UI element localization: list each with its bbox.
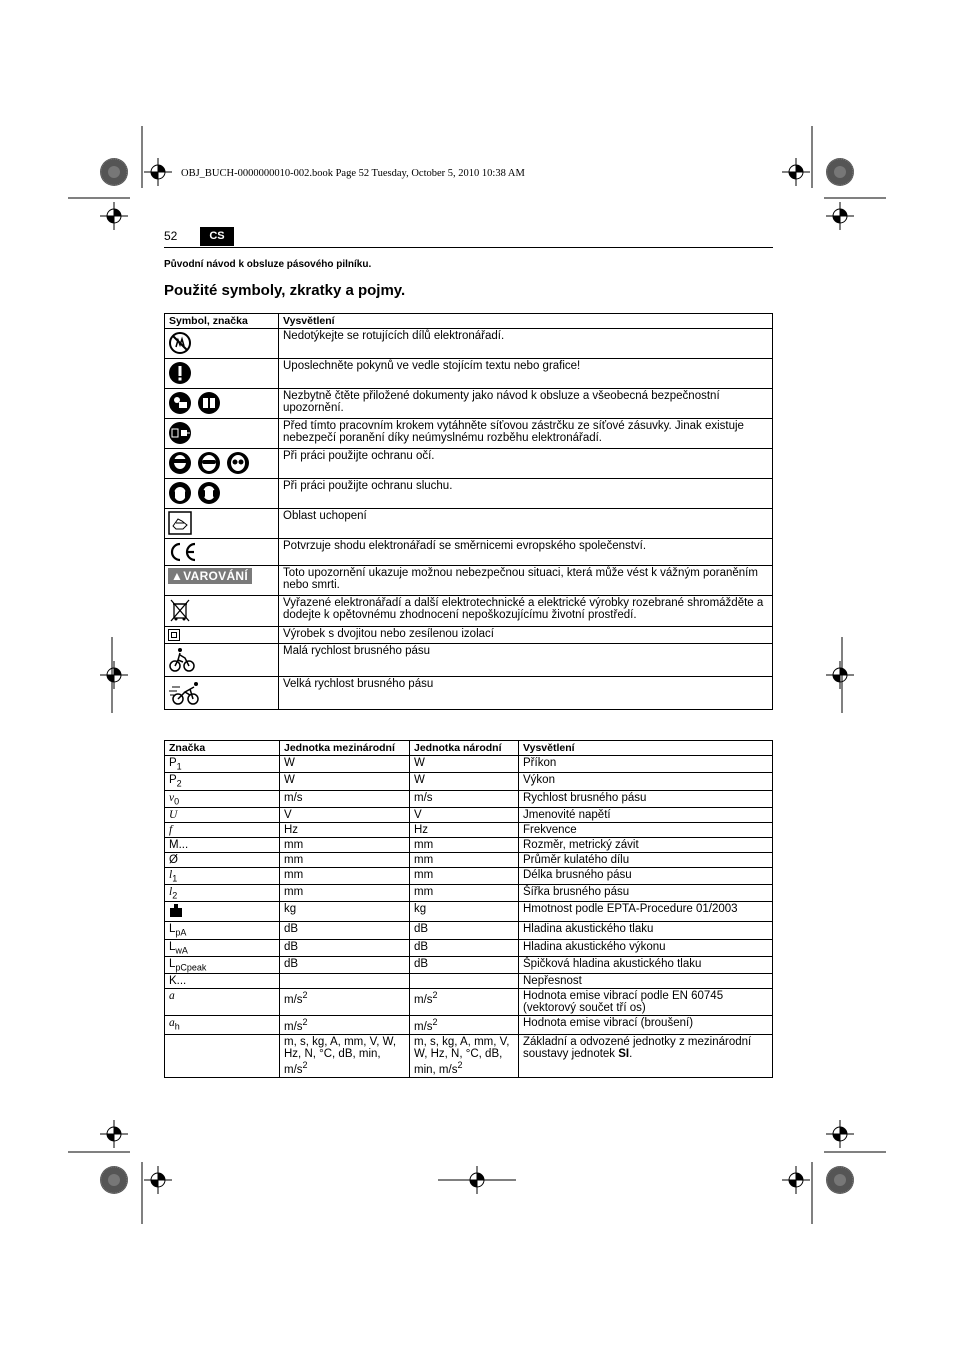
explanation-text: Délka brusného pásu bbox=[523, 868, 632, 881]
symbol-desc: Při práci použijte ochranu sluchu. bbox=[279, 479, 773, 509]
nat-unit bbox=[410, 1016, 519, 1035]
intl-unit bbox=[280, 852, 410, 867]
sign-symbol: a bbox=[169, 1017, 175, 1030]
sign-symbol: L bbox=[169, 923, 176, 936]
unit-explanation bbox=[519, 939, 773, 956]
unit-text: kg bbox=[284, 903, 297, 916]
nat-unit bbox=[410, 790, 519, 807]
unit-explanation bbox=[519, 822, 773, 837]
unit-explanation bbox=[519, 1016, 773, 1035]
unit-sign bbox=[165, 974, 280, 989]
unit-sign bbox=[165, 922, 280, 939]
high-speed-icon bbox=[168, 679, 204, 707]
sign-subscript: 0 bbox=[174, 795, 180, 806]
unit-sign bbox=[165, 837, 280, 852]
unit-explanation bbox=[519, 974, 773, 989]
col-nat-unit-header: Jednotka národní bbox=[410, 741, 519, 756]
sign-subscript: pCpeak bbox=[175, 962, 207, 973]
double-insulation-icon bbox=[168, 629, 180, 641]
unit-sign bbox=[165, 867, 280, 884]
nat-unit bbox=[410, 1035, 519, 1078]
manual-book-icon bbox=[197, 391, 221, 415]
intl-unit bbox=[280, 885, 410, 902]
explanation-text: Hladina akustického tlaku bbox=[523, 923, 654, 936]
table-row bbox=[165, 596, 773, 627]
ear-muffs-icon bbox=[168, 481, 192, 505]
unit-explanation bbox=[519, 807, 773, 822]
unit-text: m, s, kg, A, mm, V, W, Hz, N, °C, dB, min, m/s bbox=[414, 1036, 510, 1077]
unit-text: Hz bbox=[284, 823, 299, 836]
explanation-text: Nepřesnost bbox=[523, 975, 582, 988]
unit-explanation bbox=[519, 790, 773, 807]
sign-symbol: P bbox=[169, 757, 177, 769]
unit-superscript: 2 bbox=[302, 990, 308, 1001]
sign-symbol: Ø bbox=[169, 853, 178, 866]
table-row bbox=[165, 644, 773, 677]
file-info: OBJ_BUCH-0000000010-002.book Page 52 Tuesday, October 5, 2010 10:38 AM bbox=[181, 168, 525, 179]
unit-text: W bbox=[414, 774, 425, 787]
symbols-table bbox=[164, 313, 773, 710]
nat-unit bbox=[410, 922, 519, 939]
nat-unit bbox=[410, 957, 519, 974]
unit-explanation bbox=[519, 1035, 773, 1078]
read-manual-icon bbox=[168, 391, 192, 415]
unit-sign bbox=[165, 989, 280, 1016]
unit-text: m/s bbox=[284, 994, 303, 1007]
sign-subscript: h bbox=[174, 1021, 180, 1032]
unit-superscript: 2 bbox=[432, 990, 438, 1001]
unit-sign bbox=[165, 1016, 280, 1035]
sign-symbol: l bbox=[169, 886, 173, 899]
table-row bbox=[165, 974, 773, 989]
nat-unit bbox=[410, 837, 519, 852]
document-subheading: Původní návod k obsluze pásového pilníku. bbox=[164, 259, 372, 270]
explanation-text: Hmotnost podle EPTA-Procedure 01/2003 bbox=[523, 903, 738, 916]
goggles-icon bbox=[197, 451, 221, 475]
unit-text: m/s bbox=[414, 791, 433, 804]
col-symbol-header: Symbol, značka bbox=[165, 314, 279, 329]
unit-sign bbox=[165, 852, 280, 867]
unit-text: dB bbox=[284, 940, 299, 953]
nat-unit bbox=[410, 807, 519, 822]
unit-sign bbox=[165, 1035, 280, 1078]
unit-explanation bbox=[519, 902, 773, 922]
unit-sign bbox=[165, 885, 280, 902]
unit-text: dB bbox=[414, 958, 429, 971]
unit-text: V bbox=[284, 808, 292, 821]
col-sign-header: Značka bbox=[165, 741, 280, 756]
table-row bbox=[165, 627, 773, 644]
table-row bbox=[165, 449, 773, 479]
unit-sign bbox=[165, 756, 280, 773]
unit-sign bbox=[165, 790, 280, 807]
unit-text: dB bbox=[284, 958, 299, 971]
unit-superscript: 2 bbox=[302, 1017, 308, 1028]
unit-superscript: 2 bbox=[457, 1060, 463, 1071]
sign-symbol: L bbox=[169, 958, 176, 971]
unit-text: Hz bbox=[414, 823, 429, 836]
nat-unit bbox=[410, 852, 519, 867]
sign-subscript: wA bbox=[175, 945, 188, 956]
unit-text: mm bbox=[284, 886, 304, 899]
nat-unit bbox=[410, 867, 519, 884]
unit-explanation bbox=[519, 885, 773, 902]
unit-text: V bbox=[414, 808, 422, 821]
table-row bbox=[165, 1016, 773, 1035]
units-table-header bbox=[165, 741, 773, 756]
intl-unit bbox=[280, 756, 410, 773]
table-row bbox=[165, 677, 773, 710]
header-rule bbox=[164, 247, 773, 248]
section-heading: Použité symboly, zkratky a pojmy. bbox=[164, 282, 406, 299]
intl-unit bbox=[280, 837, 410, 852]
unit-sign bbox=[165, 939, 280, 956]
warning-label-text: VAROVÁNÍ bbox=[183, 569, 249, 583]
intl-unit bbox=[280, 939, 410, 956]
unit-explanation bbox=[519, 867, 773, 884]
intl-unit bbox=[280, 974, 410, 989]
unit-explanation bbox=[519, 756, 773, 773]
table-row bbox=[165, 885, 773, 902]
unit-text: W bbox=[414, 757, 425, 769]
explanation-text: Šířka brusného pásu bbox=[523, 886, 630, 899]
intl-unit bbox=[280, 957, 410, 974]
unit-text: dB bbox=[414, 923, 429, 936]
explanation-end: . bbox=[629, 1048, 633, 1061]
safety-glasses-icon bbox=[226, 451, 250, 475]
unit-explanation bbox=[519, 852, 773, 867]
symbol-desc: Výrobek s dvojitou nebo zesílenou izolací bbox=[279, 627, 773, 644]
sign-symbol: v bbox=[169, 791, 175, 804]
symbol-desc: Před tímto pracovním krokem vytáhněte síťovou zástrčku ze síťové zásuvky. Jinak existuje nebezpečí poranění díky neúmyslnému rozběhu elektronářadí. bbox=[279, 419, 773, 449]
symbol-desc: Velká rychlost brusného pásu bbox=[279, 677, 773, 710]
weee-bin-icon bbox=[168, 598, 192, 624]
sign-symbol: P bbox=[169, 774, 177, 787]
unit-sign bbox=[165, 773, 280, 790]
nat-unit bbox=[410, 974, 519, 989]
unit-explanation bbox=[519, 957, 773, 974]
unit-text: m/s bbox=[414, 1021, 433, 1034]
weight-icon bbox=[169, 903, 183, 917]
explanation-text: Špičková hladina akustického tlaku bbox=[523, 958, 702, 971]
explanation-text: Základní a odvozené jednotky z mezinárodní soustavy jednotek bbox=[523, 1036, 752, 1061]
table-row bbox=[165, 867, 773, 884]
explanation-text: Frekvence bbox=[523, 823, 577, 836]
table-row bbox=[165, 902, 773, 922]
table-row bbox=[165, 1035, 773, 1078]
table-row bbox=[165, 419, 773, 449]
explanation-text: Příkon bbox=[523, 757, 557, 769]
unit-superscript: 2 bbox=[432, 1017, 438, 1028]
unit-text: m/s bbox=[284, 791, 303, 804]
table-row bbox=[165, 989, 773, 1016]
explanation-text: Průměr kulatého dílu bbox=[523, 853, 630, 866]
table-row bbox=[165, 756, 773, 773]
symbol-desc: Malá rychlost brusného pásu bbox=[279, 644, 773, 677]
col-intl-unit-header: Jednotka mezinárodní bbox=[280, 741, 410, 756]
col-explanation-header: Vysvětlení bbox=[519, 741, 773, 756]
unit-text: mm bbox=[414, 838, 434, 851]
unit-sign bbox=[165, 822, 280, 837]
symbol-desc: Nezbytně čtěte přiložené dokumenty jako návod k obsluze a všeobecná bezpečnostní upozornění. bbox=[279, 389, 773, 419]
symbols-table-header bbox=[165, 314, 773, 329]
table-row bbox=[165, 837, 773, 852]
symbol-desc: Při práci použijte ochranu očí. bbox=[279, 449, 773, 479]
intl-unit bbox=[280, 989, 410, 1016]
page-number: 52 bbox=[164, 229, 178, 243]
unit-sign bbox=[165, 902, 280, 922]
sign-subscript: pA bbox=[175, 927, 187, 938]
intl-unit bbox=[280, 1035, 410, 1078]
table-row bbox=[165, 566, 773, 596]
symbol-desc: Oblast uchopení bbox=[279, 509, 773, 539]
language-badge: CS bbox=[200, 227, 234, 246]
units-table-body bbox=[165, 756, 773, 1078]
table-row bbox=[165, 922, 773, 939]
unit-text: kg bbox=[414, 903, 427, 916]
unplug-icon bbox=[168, 421, 192, 445]
col-desc-header: Vysvětlení bbox=[279, 314, 773, 329]
nat-unit bbox=[410, 989, 519, 1016]
table-row bbox=[165, 359, 773, 389]
ce-mark-icon bbox=[168, 541, 198, 563]
nat-unit bbox=[410, 902, 519, 922]
ear-protection-icon bbox=[197, 481, 221, 505]
table-row bbox=[165, 939, 773, 956]
symbol-desc: Uposlechněte pokynů ve vedle stojícím textu nebo grafice! bbox=[279, 359, 773, 389]
unit-explanation bbox=[519, 837, 773, 852]
table-row bbox=[165, 852, 773, 867]
nat-unit bbox=[410, 822, 519, 837]
explanation-text: Rychlost brusného pásu bbox=[523, 791, 647, 804]
unit-text: W bbox=[284, 774, 295, 787]
sign-symbol: U bbox=[169, 808, 178, 821]
intl-unit bbox=[280, 867, 410, 884]
unit-text: m/s bbox=[414, 994, 433, 1007]
intl-unit bbox=[280, 902, 410, 922]
table-row bbox=[165, 479, 773, 509]
table-row bbox=[165, 807, 773, 822]
si-bold: SI bbox=[618, 1048, 630, 1061]
sign-symbol: L bbox=[169, 940, 176, 953]
explanation-text: Rozměr, metrický závit bbox=[523, 838, 639, 851]
table-row bbox=[165, 822, 773, 837]
unit-text: mm bbox=[414, 853, 434, 866]
sign-symbol: l bbox=[169, 868, 173, 881]
intl-unit bbox=[280, 807, 410, 822]
warning-triangle-icon: ▲ bbox=[171, 569, 184, 583]
unit-text: mm bbox=[284, 853, 304, 866]
unit-explanation bbox=[519, 773, 773, 790]
symbol-desc: Vyřazené elektronářadí a další elektrotechnické a elektrické výrobky rozebrané shromážděte a dodejte k opětovnému zhodnocení nepoškozujícímu životní prostředí. bbox=[279, 596, 773, 627]
unit-sign bbox=[165, 957, 280, 974]
sign-symbol: f bbox=[169, 823, 173, 836]
explanation-text: Hodnota emise vibrací podle EN 60745 (vektorový součet tří os) bbox=[523, 990, 724, 1015]
intl-unit bbox=[280, 922, 410, 939]
intl-unit bbox=[280, 790, 410, 807]
unit-superscript: 2 bbox=[302, 1060, 308, 1071]
nat-unit bbox=[410, 773, 519, 790]
sign-symbol: M... bbox=[169, 838, 189, 851]
table-row bbox=[165, 539, 773, 566]
symbol-desc: Nedotýkejte se rotujících dílů elektronářadí. bbox=[279, 329, 773, 359]
unit-text: mm bbox=[414, 868, 434, 881]
explanation-text: Hladina akustického výkonu bbox=[523, 940, 666, 953]
explanation-text: Hodnota emise vibrací (broušení) bbox=[523, 1017, 694, 1030]
table-row bbox=[165, 509, 773, 539]
unit-sign bbox=[165, 807, 280, 822]
warning-label bbox=[168, 568, 252, 584]
symbol-desc: Potvrzuje shodu elektronářadí se směrnicemi evropského společenství. bbox=[279, 539, 773, 566]
unit-text: dB bbox=[414, 940, 429, 953]
low-speed-icon bbox=[168, 646, 196, 674]
unit-text: mm bbox=[284, 838, 304, 851]
nat-unit bbox=[410, 939, 519, 956]
explanation-text: Jmenovité napětí bbox=[523, 808, 611, 821]
unit-text: m, s, kg, A, mm, V, W, Hz, N, °C, dB, min, m/s bbox=[284, 1036, 397, 1077]
unit-text: mm bbox=[414, 886, 434, 899]
unit-explanation bbox=[519, 922, 773, 939]
sign-symbol: K... bbox=[169, 975, 187, 988]
table-row bbox=[165, 957, 773, 974]
no-touch-icon bbox=[168, 331, 192, 355]
sign-subscript: 2 bbox=[176, 778, 182, 789]
exclamation-icon bbox=[168, 361, 192, 385]
table-row bbox=[165, 389, 773, 419]
unit-text: dB bbox=[284, 923, 299, 936]
units-table bbox=[164, 740, 773, 1078]
intl-unit bbox=[280, 822, 410, 837]
explanation-text: Výkon bbox=[523, 774, 555, 787]
intl-unit bbox=[280, 1016, 410, 1035]
table-row bbox=[165, 773, 773, 790]
nat-unit bbox=[410, 756, 519, 773]
table-row bbox=[165, 329, 773, 359]
unit-text: mm bbox=[284, 868, 304, 881]
sign-subscript: 1 bbox=[176, 761, 182, 772]
table-row bbox=[165, 790, 773, 807]
unit-text: m/s bbox=[284, 1021, 303, 1034]
unit-text: W bbox=[284, 757, 295, 769]
nat-unit bbox=[410, 885, 519, 902]
grip-area-icon bbox=[168, 511, 192, 535]
unit-explanation bbox=[519, 989, 773, 1016]
sign-subscript: 1 bbox=[172, 873, 178, 884]
intl-unit bbox=[280, 773, 410, 790]
face-shield-icon bbox=[168, 451, 192, 475]
sign-symbol: a bbox=[169, 990, 175, 1003]
sign-subscript: 2 bbox=[172, 890, 178, 901]
symbol-desc: Toto upozornění ukazuje možnou nebezpečnou situaci, která může vést k vážným poraněním nebo smrti. bbox=[279, 566, 773, 596]
